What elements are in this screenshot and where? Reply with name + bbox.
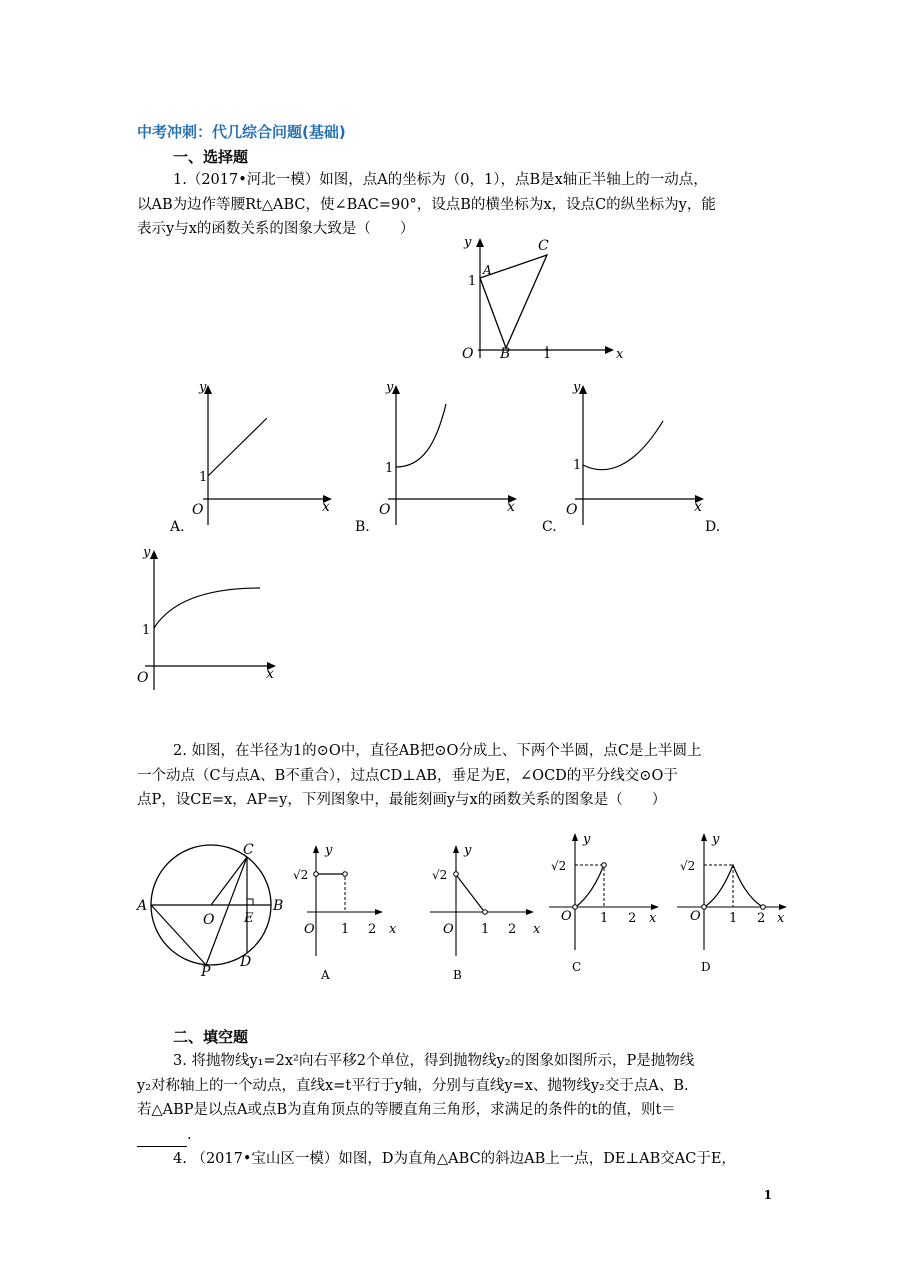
question-2-line-1: 2. 如图，在半径为1的⊙O中，直径AB把⊙O分成上、下两个半圆，点C是上半圆上 xyxy=(173,743,702,759)
y-axis-arrow xyxy=(476,238,484,247)
document-title: 中考冲刺：代几综合问题(基础) xyxy=(137,123,346,141)
question-3-text xyxy=(137,1049,777,1147)
q2-option-a-origin: O xyxy=(304,922,315,937)
q2-option-a-two: 2 xyxy=(368,922,377,937)
right-angle-mark xyxy=(247,899,253,905)
question-1-option-c-graph xyxy=(537,375,727,540)
section-heading-fill: 二、填空题 xyxy=(173,1028,249,1046)
x-axis-label: x xyxy=(616,347,624,362)
question-1-figure xyxy=(450,230,630,365)
option-c-letter: C. xyxy=(542,519,557,535)
option-b-origin: O xyxy=(379,502,391,518)
option-a-y-label: y xyxy=(199,380,207,395)
question-1-option-b-graph xyxy=(350,375,530,540)
point-a-label: A xyxy=(483,263,492,277)
q2-option-c-sqrt2: √2 xyxy=(551,859,567,873)
question-2-option-b-graph xyxy=(418,838,543,983)
q2-option-a-letter: A xyxy=(321,968,330,982)
question-2-option-a-graph xyxy=(285,838,405,983)
option-b-curve xyxy=(396,404,446,467)
option-a-letter: A. xyxy=(170,519,185,535)
option-d-y-label: y xyxy=(143,545,151,560)
option-c-origin: O xyxy=(566,502,578,518)
q2-option-b-origin: O xyxy=(443,922,454,937)
q2-option-c-y: y xyxy=(583,832,591,847)
question-1-line-1: 1.（2017•河北一模）如图，点A的坐标为（0，1），点B是x轴正半轴上的一动点， xyxy=(173,172,708,188)
q2-option-d-one: 1 xyxy=(729,911,738,926)
page-number: 1 xyxy=(763,1188,772,1202)
question-3-line-2: y₂对称轴上的一个动点，直线x=t平行于y轴，分别与直线y=x、抛物线y₂交于点A、B. xyxy=(137,1077,689,1094)
option-d-x-label: x xyxy=(266,666,274,682)
q2-option-b-x: x xyxy=(533,922,541,937)
q2-option-c-letter: C xyxy=(572,960,582,974)
circle-label-o: O xyxy=(203,912,215,928)
q2-option-b-y: y xyxy=(464,843,472,858)
q2-option-a-sqrt2: √2 xyxy=(293,868,309,882)
question-3-tail: . xyxy=(187,1126,192,1143)
question-3-line-4 xyxy=(137,1123,777,1148)
option-d-origin: O xyxy=(137,670,149,686)
circle-label-c: C xyxy=(243,842,254,858)
option-c-curve xyxy=(583,421,663,470)
option-d-letter: D. xyxy=(705,519,721,535)
q2-option-a-one: 1 xyxy=(341,922,350,937)
q2-option-c-origin: O xyxy=(561,909,572,924)
q2-option-c-one: 1 xyxy=(600,911,609,926)
q2-option-d-two: 2 xyxy=(757,911,766,926)
circle-label-e: E xyxy=(244,911,254,926)
q2-option-d-y: y xyxy=(712,832,720,847)
circle-label-a: A xyxy=(137,898,148,914)
x-axis-arrow xyxy=(605,346,614,354)
option-a-one: 1 xyxy=(199,470,208,485)
option-b-letter: B. xyxy=(355,519,370,535)
question-2-text xyxy=(137,739,777,813)
question-3-line-3: 若△ABP是以点A或点B为直角顶点的等腰直角三角形，求满足的条件的t的值，则t＝ xyxy=(137,1102,676,1118)
question-4-text xyxy=(137,1147,777,1172)
question-1-option-a-graph xyxy=(165,375,345,540)
y-tick-one: 1 xyxy=(468,274,477,289)
question-3-line-1: 3. 将抛物线y₁=2x²向右平移2个单位，得到抛物线y₂的图象如图所示，P是抛物线 xyxy=(173,1053,695,1069)
q2-option-d-origin: O xyxy=(690,909,701,924)
q2-option-c-x: x xyxy=(649,911,657,926)
question-1-line-3: 表示y与x的函数关系的图象大致是（ ） xyxy=(137,221,415,237)
point-c-label: C xyxy=(538,238,549,254)
q2-option-d-sqrt2: √2 xyxy=(680,859,696,873)
answer-blank[interactable] xyxy=(137,1132,187,1147)
q2-option-b-letter: B xyxy=(453,968,462,982)
q2-option-c-two: 2 xyxy=(628,911,637,926)
option-d-one: 1 xyxy=(142,623,151,638)
question-2-line-2: 一个动点（C与点A、B不重合），过点CD⊥AB，垂足为E，∠OCD的平分线交⊙O于 xyxy=(137,767,678,784)
section-heading-choice: 一、选择题 xyxy=(173,148,249,166)
question-4-line-1: 4. （2017•宝山区一模）如图，D为直角△ABC的斜边AB上一点，DE⊥AB交AC于E， xyxy=(173,1151,736,1167)
option-a-x-label: x xyxy=(322,499,330,515)
q2-option-b-sqrt2: √2 xyxy=(432,868,448,882)
q2-option-a-y: y xyxy=(325,843,333,858)
question-2-option-d-graph xyxy=(673,828,798,978)
q2-option-d-x: x xyxy=(777,911,785,926)
option-c-y-label: y xyxy=(573,380,581,395)
q2-option-d-letter: D xyxy=(701,960,711,974)
origin-label: O xyxy=(462,346,474,362)
option-b-x-label: x xyxy=(507,499,515,515)
option-d-curve xyxy=(154,588,260,628)
q2-option-b-one: 1 xyxy=(481,922,490,937)
segment-oc xyxy=(211,857,247,905)
circle-label-p: P xyxy=(201,964,211,978)
option-a-origin: O xyxy=(192,502,204,518)
option-c-x-label: x xyxy=(694,499,702,515)
point-b-label: B xyxy=(500,346,511,362)
q2-option-b-two: 2 xyxy=(508,922,517,937)
question-2-option-c-graph xyxy=(545,828,665,978)
question-1-line-2: 以AB为边作等腰Rt△ABC，使∠BAC=90°，设点B的横坐标为x，设点C的纵坐标为y，能 xyxy=(137,196,716,213)
option-b-one: 1 xyxy=(385,461,394,476)
option-c-one: 1 xyxy=(573,458,582,473)
segment-cp xyxy=(206,857,247,965)
circle-label-d: D xyxy=(240,954,252,970)
y-axis-label: y xyxy=(464,235,472,250)
option-b-y-label: y xyxy=(386,380,394,395)
question-2-circle-figure xyxy=(133,838,293,978)
q2-option-a-x: x xyxy=(389,922,397,937)
question-2-line-3: 点P，设CE=x，AP=y，下列图象中，最能刻画y与x的函数关系的图象是（ ） xyxy=(137,792,667,808)
x-tick-one: 1 xyxy=(543,347,552,362)
circle-label-b: B xyxy=(273,898,284,914)
question-1-option-d-graph xyxy=(133,540,283,690)
option-a-curve xyxy=(208,418,267,476)
